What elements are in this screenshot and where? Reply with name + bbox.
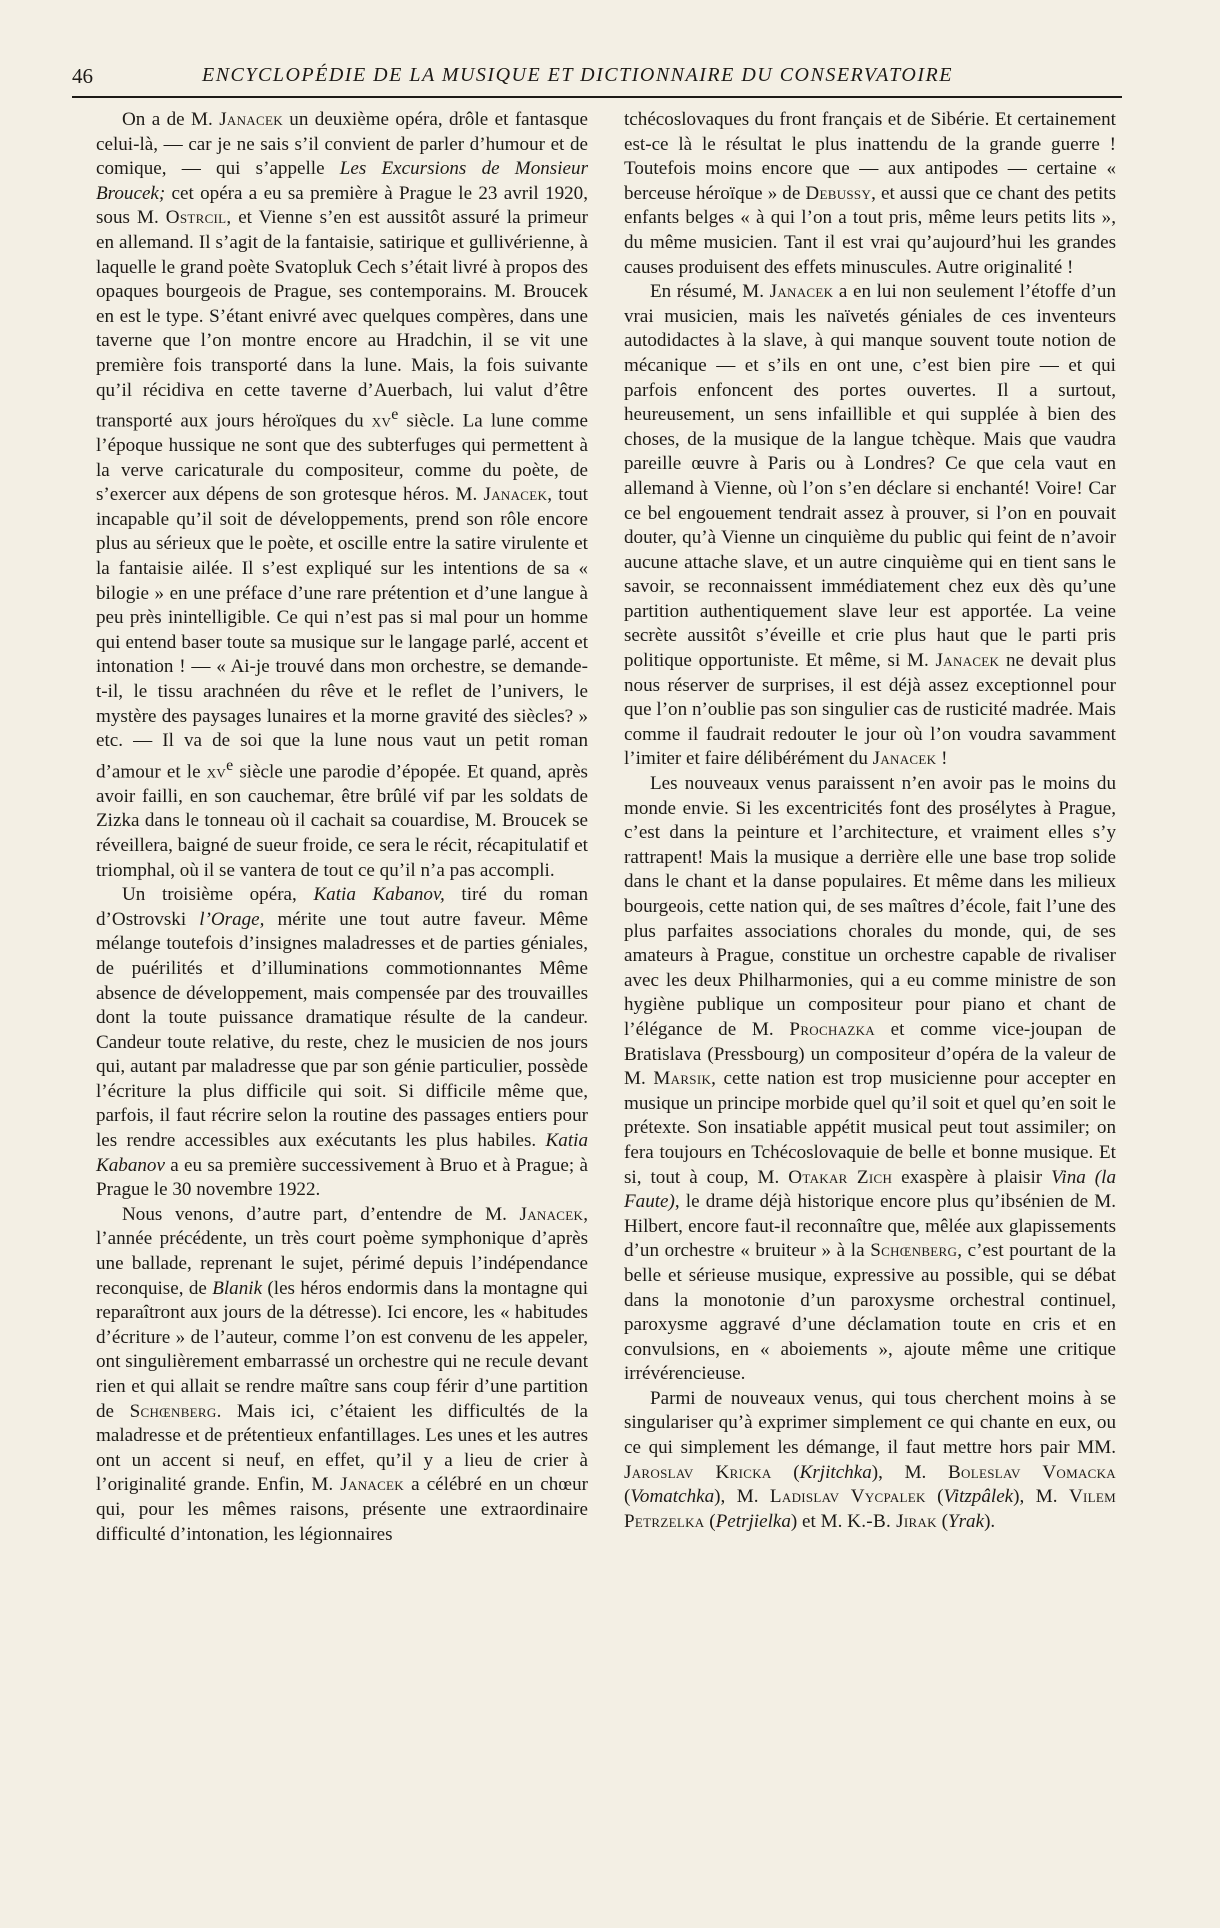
- name-run: Janacek: [340, 1474, 404, 1496]
- page-header: [72, 62, 1122, 98]
- text-run: (: [925, 1486, 944, 1508]
- name-run: Vilem Petrzelka: [624, 1486, 1116, 1532]
- text-run: ), M.: [714, 1486, 770, 1508]
- italic-run: Petrjielka: [715, 1510, 791, 1532]
- text-run: (: [624, 1486, 631, 1508]
- text-run: , tout incapable qu’il soit de développements, prend son rôle encore plus au sérieux que le poète, et oscille entre la satire virulente et la fantaisie ailée. Il s’est expliqué sur les intentions de sa « bilogie » en une préface d’une rare prétention et d’une langue à peu près inintelligible. Ce qui n’est pas si mal pour un homme qui entend baser toute sa musique sur le langage parlé, accent et intonation ! — « Ai-je trouvé dans mon orchestre, se demande-t-il, le tissu arachnéen du rêve et le reflet de l’univers, le mystère des paysages lunaires et la morne gravité des siècles? » etc. — Il va de soi que la lune nous vaut un petit roman d’amour et le: [96, 484, 588, 783]
- text-run: a célébré en un chœur qui, pour les mêmes raisons, présente une extraordinaire difficulté d’intonation, les légionnaires: [96, 1474, 588, 1545]
- text-run: siècle une parodie d’épopée. Et quand, après avoir failli, en son cauchemar, être brûlé vif par les soldats de Zizka dans le tonneau où il cachait sa couardise, M. Broucek se réveillera, baigné de sueur froide, ce sera le récit, récapitulatif et triomphal, où il se vantera de tout ce qu’il n’a pas accompli.: [96, 761, 588, 881]
- paragraph: [96, 108, 588, 883]
- text-run: cet opéra a eu sa première à Prague le 23 avril 1920, sous M.: [96, 182, 588, 229]
- text-run: mérite une tout autre faveur. Même mélange toutefois d’insignes maladresses et de parties géniales, de puérilités et d’illuminations commotionnantes Même absence de développement, mais compensée par des trouvailles dont la toute puissance dramatique résulte de la candeur. Candeur toute relative, du reste, chez le musicien de nos jours qui, autant par maladresse que par son génie particulier, possède l’écriture la plus difficile qui soit. Si difficile même que, parfois, il faut récrire selon la routine des passages entiers pour les rendre accessibles aux exécutants les plus habiles.: [96, 908, 588, 1152]
- text-run: Un troisième opéra,: [122, 884, 314, 906]
- text-run: ), M.: [1013, 1486, 1069, 1508]
- text-run: !: [936, 748, 948, 770]
- text-run: Parmi de nouveaux venus, qui tous cherchent moins à se singulariser qu’à exprimer simplement ce qui chante en eux, ou ce qui simplement les démange, il faut mettre hors pair MM.: [624, 1387, 1116, 1459]
- text-run: , c’est pourtant de la belle et sérieuse musique, expressive au possible, qui se débat dans la monotonie d’un paroxysme orchestral continuel, paroxysme aggravé d’une déclamation toute en cris et en convulsions, en « aboiements », ajoute même une critique irrévérencieuse.: [624, 1240, 1116, 1385]
- text-run: siècle. La lune comme l’époque hussique ne sont que des subterfuges qui permettent à la verve caricaturale du compositeur, comme du poète, de s’exercer aux dépens de son grotesque héros. M.: [96, 410, 588, 506]
- text-run: On a de M.: [122, 109, 220, 130]
- superscript-run: e: [226, 756, 234, 774]
- name-run: Jaroslav Kricka: [624, 1461, 772, 1483]
- name-run: Janacek: [872, 748, 937, 770]
- name-run: Janacek: [219, 109, 283, 130]
- name-run: K.-B. Jirak: [847, 1510, 937, 1532]
- italic-run: l’Orage,: [199, 908, 265, 930]
- right-column: [624, 108, 1116, 1534]
- text-run: (les héros endormis dans la montagne qui reparaîtront aux jours de la détresse). Ici encore, les « habitudes d’écriture » de l’auteur, comme l’on est convenu de les appeler, ont singulièrement embarrassé un orchestre qui ne recule devant rien et qui allait se rendre maître sans coup férir d’une partition de: [96, 1277, 588, 1422]
- name-run: xv: [206, 761, 227, 783]
- paragraph: [624, 108, 1116, 280]
- name-run: Boleslav Vomacka: [948, 1461, 1116, 1483]
- name-run: Schœnberg: [870, 1240, 958, 1262]
- text-run: (: [936, 1510, 948, 1532]
- italic-run: Katia Kabanov,: [313, 884, 445, 906]
- text-run: a en lui non seulement l’étoffe d’un vrai musicien, mais les naïvetés géniales de ces inventeurs autodidactes à la slave, à qui manque souvent toute notion de mécanique — et s’ils en ont une, c’est bien pire — et qui parfois enfoncent des portes ouvertes. Il a surtout, heureusement, un sens infaillible et qui supplée à bien des choses, de la musique de la langue tchèque. Mais que vaudra pareille œuvre à Paris ou à Londres? Ce que cela vaut en allemand à Vienne, où l’on s’en déclare si enchanté! Voire! Car ce bel engouement tendrait assez à prouver, si l’on en pouvait douter, qu’à Vienne un cinquième du public qui feint de n’avoir aucune attache slave, et un autre cinquième qui en tient sans le savoir, se reconnaissent immédiatement chez eux dès qu’une partition authentiquement slave leur est apportée. La veine secrète aussitôt s’éveille et crie plus haut que le parti pris politique opportuniste. Et même, si M.: [624, 281, 1116, 672]
- name-run: Marsik: [653, 1068, 712, 1090]
- text-run: , et Vienne s’en est aussitôt assuré la primeur en allemand. Il s’agit de la fantaisie, satirique et gullivérienne, à laquelle le grand poète Svatopluk Cech s’était livré à propos des opaques bourgeois de Prague, ses contemporains. M. Broucek en est le type. S’étant enivré avec quelques compères, dans une taverne que l’on montre encore au Hradchin, il se vit une première fois transporté dans la lune. Mais, la fois suivante qu’il récidiva en cette taverne d’Auerbach, lui valut d’être transporté aux jours héroïques du: [96, 207, 588, 432]
- italic-run: Yrak: [948, 1510, 985, 1532]
- paragraph: [624, 280, 1116, 772]
- text-run: , le drame déjà historique encore plus qu’ibsénien de M. Hilbert, encore faut-il reconnaître que, mêlée aux glapissements d’un orchestre « bruiteur » à la: [624, 1191, 1116, 1262]
- text-run: tiré du roman d’Ostrovski: [96, 884, 588, 930]
- text-run: a eu sa première successivement à Bruo et à Prague; à Prague le 30 novembre 1922.: [96, 1154, 588, 1201]
- paragraph: [96, 883, 588, 1203]
- italic-run: Blanik: [212, 1277, 263, 1299]
- italic-run: Les Excursions de Monsieur Broucek;: [96, 158, 588, 204]
- paragraph: [624, 772, 1116, 1387]
- text-run: ) et M.: [790, 1510, 848, 1532]
- name-run: Ladislav Vycpalek: [769, 1486, 926, 1508]
- italic-run: Vitzpâlek: [943, 1486, 1014, 1508]
- text-run: (: [771, 1461, 800, 1483]
- italic-run: Krjitchka: [799, 1461, 872, 1483]
- text-run: ), M.: [871, 1461, 948, 1483]
- text-run: , cette nation est trop musicienne pour accepter en musique un principe morbide quel qu’il soit et quel qu’en soit le prétexte. Son insatiable appétit musical peut tout assimiler; on fera toujours en Tchécoslovaquie de belle et bonne musique. Et si, tout à coup, M.: [624, 1068, 1117, 1188]
- text-run: exaspère à plaisir: [892, 1166, 1052, 1188]
- text-run: , et aussi que ce chant des petits enfants belges « à qui l’on a tout pris, même leurs petits lits », du même musicien. Tant il est vrai qu’aujourd’hui les grandes causes produisent des effets minuscules. Autre originalité !: [624, 182, 1117, 278]
- name-run: Janacek: [519, 1203, 584, 1225]
- italic-run: Katia Kabanov: [96, 1130, 588, 1176]
- name-run: Schœnberg: [129, 1400, 217, 1422]
- name-run: Otakar Zich: [788, 1166, 893, 1188]
- paragraph: [96, 1203, 588, 1547]
- superscript-run: e: [391, 406, 399, 424]
- text-run: ).: [984, 1510, 996, 1532]
- italic-run: Vina (la Faute): [624, 1166, 1116, 1213]
- text-run: Les nouveaux venus paraissent n’en avoir pas le moins du monde envie. Si les excentricités font des prosélytes à Prague, c’est dans la peinture et l’architecture, et vraiment elles s’y rattrapent! Mais la musique a derrière elle une base trop solide dans le chant et la danse populaires. Et même dans les milieux bourgeois, cette nation qui, de ses maîtres d’école, fait l’une des plus parfaites associations chorales du monde, qui, de ses amateurs à Prague, constitue un orchestre capable de rivaliser avec les deux Philharmonies, qui a eu comme ministre de son hygiène publique un compositeur pour piano et chant de l’élégance de M.: [624, 773, 1116, 1040]
- text-run: Nous venons, d’autre part, d’entendre de M.: [122, 1203, 520, 1225]
- text-run: et comme vice-joupan de Bratislava (Pressbourg) un compositeur d’opéra de la valeur de M.: [624, 1018, 1116, 1090]
- text-run: , l’année précédente, un très court poème symphonique d’après une ballade, reprenant le sujet, périmé depuis l’indépendance reconquise, de: [96, 1203, 588, 1299]
- text-run: tchécoslovaques du front français et de Sibérie. Et certainement est-ce là le résultat le plus inattendu de la grande guerre ! Toutefois moins encore que — aux antipodes — certaine « berceuse héroïque » de: [624, 109, 1116, 204]
- name-run: Debussy: [805, 182, 872, 204]
- text-run: ne devait plus nous réserver de surprises, il est déjà assez exceptionnel pour que l’on n’oublie pas son singulier cas de rusticité madrée. Mais comme il faudrait redouter le jour où l’on voudra savamment l’imiter et faire délibérément du: [624, 650, 1117, 770]
- text-run: En résumé, M.: [650, 281, 770, 303]
- italic-run: Vomatchka: [630, 1486, 715, 1508]
- name-run: Ostrcil: [165, 207, 227, 229]
- running-title: ENCYCLOPÉDIE DE LA MUSIQUE ET DICTIONNAIRE DU CONSERVATOIRE: [202, 64, 953, 86]
- page-number: 46: [72, 64, 93, 88]
- name-run: xv: [371, 410, 392, 432]
- name-run: Janacek: [483, 484, 548, 506]
- name-run: Janacek: [935, 650, 1000, 672]
- name-run: Janacek: [769, 281, 834, 303]
- text-run: un deuxième opéra, drôle et fantasque celui-là, — car je ne sais s’il convient de parler d’humour et de comique, — qui s’appelle: [96, 109, 588, 180]
- text-run: (: [704, 1510, 716, 1532]
- text-run: . Mais ici, c’étaient les difficultés de la maladresse et de prétentieux enfantillages. Les unes et les autres ont un accent si neuf, en effet, qu’il y a lieu de crier à l’originalité grande. Enfin, M.: [96, 1400, 589, 1496]
- paragraph: [624, 1387, 1116, 1535]
- name-run: Prochazka: [789, 1018, 875, 1040]
- left-column: [96, 108, 588, 1547]
